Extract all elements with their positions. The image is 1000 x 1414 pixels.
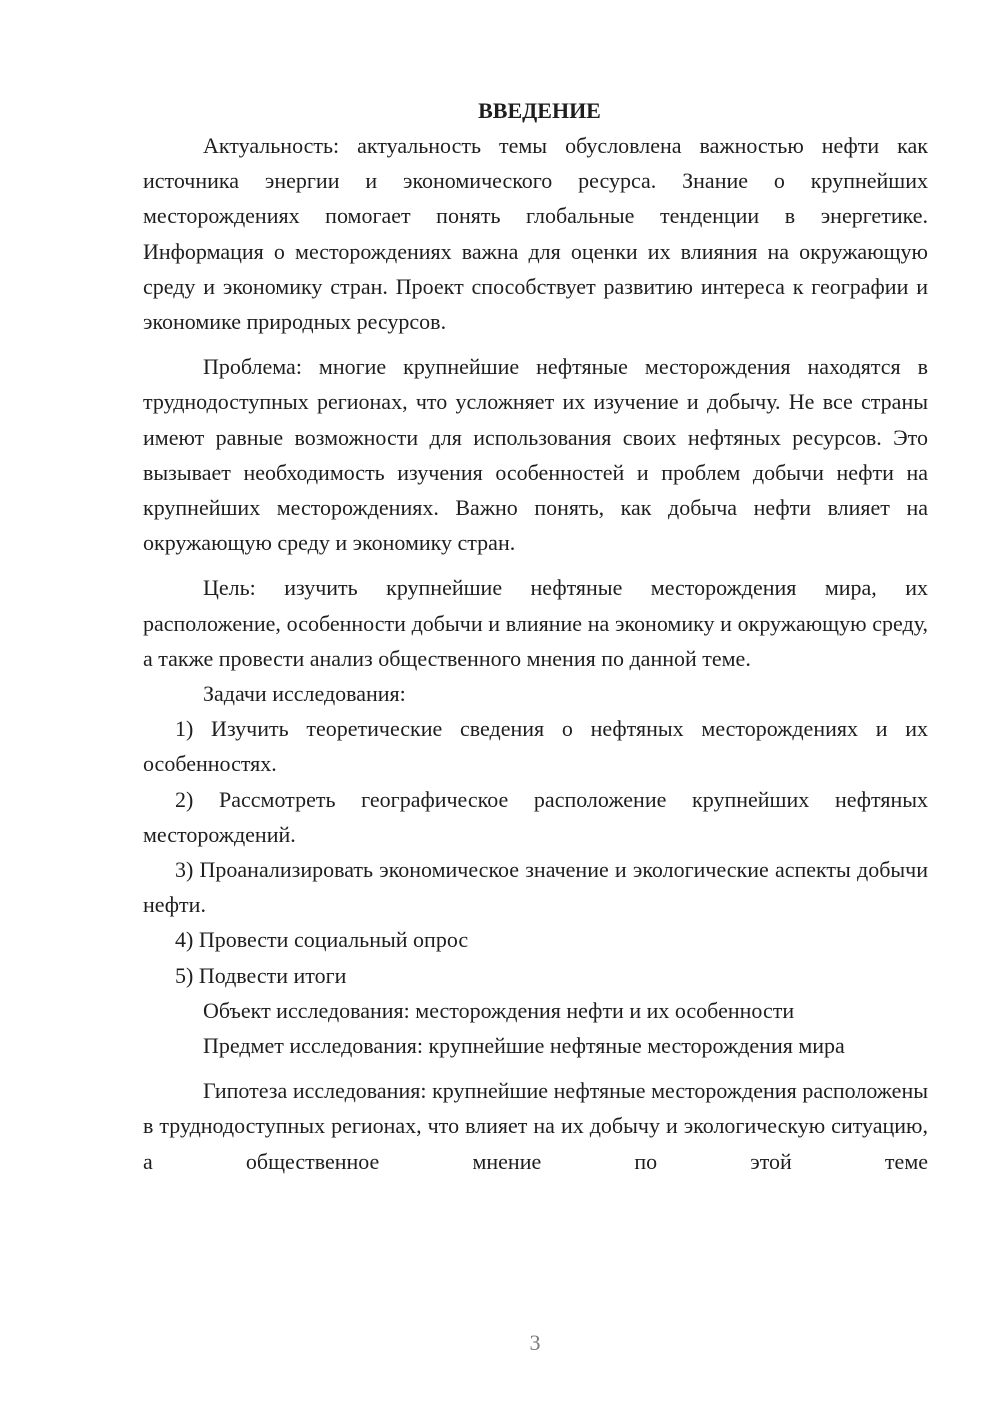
task-item-5: 5) Подвести итоги [175, 962, 347, 988]
problem-paragraph: Проблема: многие крупнейшие нефтяные месторождения находятся в труднодоступных регионах, что усложняет их изучение и добычу. Не все страны имеют равные возможности для использования своих нефтяных ресурсов. Это вызывает необходимость изучения особенностей и проблем добычи нефти на крупнейших месторождениях. Важно понять, как добыча нефти влияет на окружающую среду и экономику стран. [143, 354, 928, 556]
hypothesis-paragraph: Гипотеза исследования: крупнейшие нефтяные месторождения расположены в труднодоступных регионах, что влияет на их добычу и экологическую ситуацию, а общественное мнение по этой теме [143, 1078, 928, 1174]
research-object: Объект исследования: месторождения нефти и их особенности [203, 997, 795, 1023]
relevance-paragraph: Актуальность: актуальность темы обусловлена важностью нефти как источника энергии и экономического ресурса. Знание о крупнейших месторождениях помогает понять глобальные тенденции в энергетике. Информация о месторождениях важна для оценки их влияния на окружающую среду и экономику стран. Проект способствует развитию интереса к географии и экономике природных ресурсов. [143, 133, 928, 335]
task-item-4: 4) Провести социальный опрос [175, 927, 469, 953]
goal-paragraph: Цель: изучить крупнейшие нефтяные месторождения мира, их расположение, особенности добычи и влияние на экономику и окружающую среду, а также провести анализ общественного мнения по данной теме. [143, 575, 928, 671]
page-number: 3 [529, 1330, 541, 1355]
research-subject: Предмет исследования: крупнейшие нефтяные месторождения мира [203, 1033, 845, 1059]
task-item-1: 1) Изучить теоретические сведения о нефтяных месторождениях и их особенностях. [143, 716, 928, 777]
task-item-3: 3) Проанализировать экономическое значение и экологические аспекты добычи нефти. [143, 857, 928, 918]
task-item-2: 2) Рассмотреть географическое расположение крупнейших нефтяных месторождений. [143, 786, 928, 847]
tasks-intro: Задачи исследования: [203, 681, 406, 707]
page-content [143, 93, 928, 1179]
section-heading: ВВЕДЕНИЕ [478, 98, 601, 123]
